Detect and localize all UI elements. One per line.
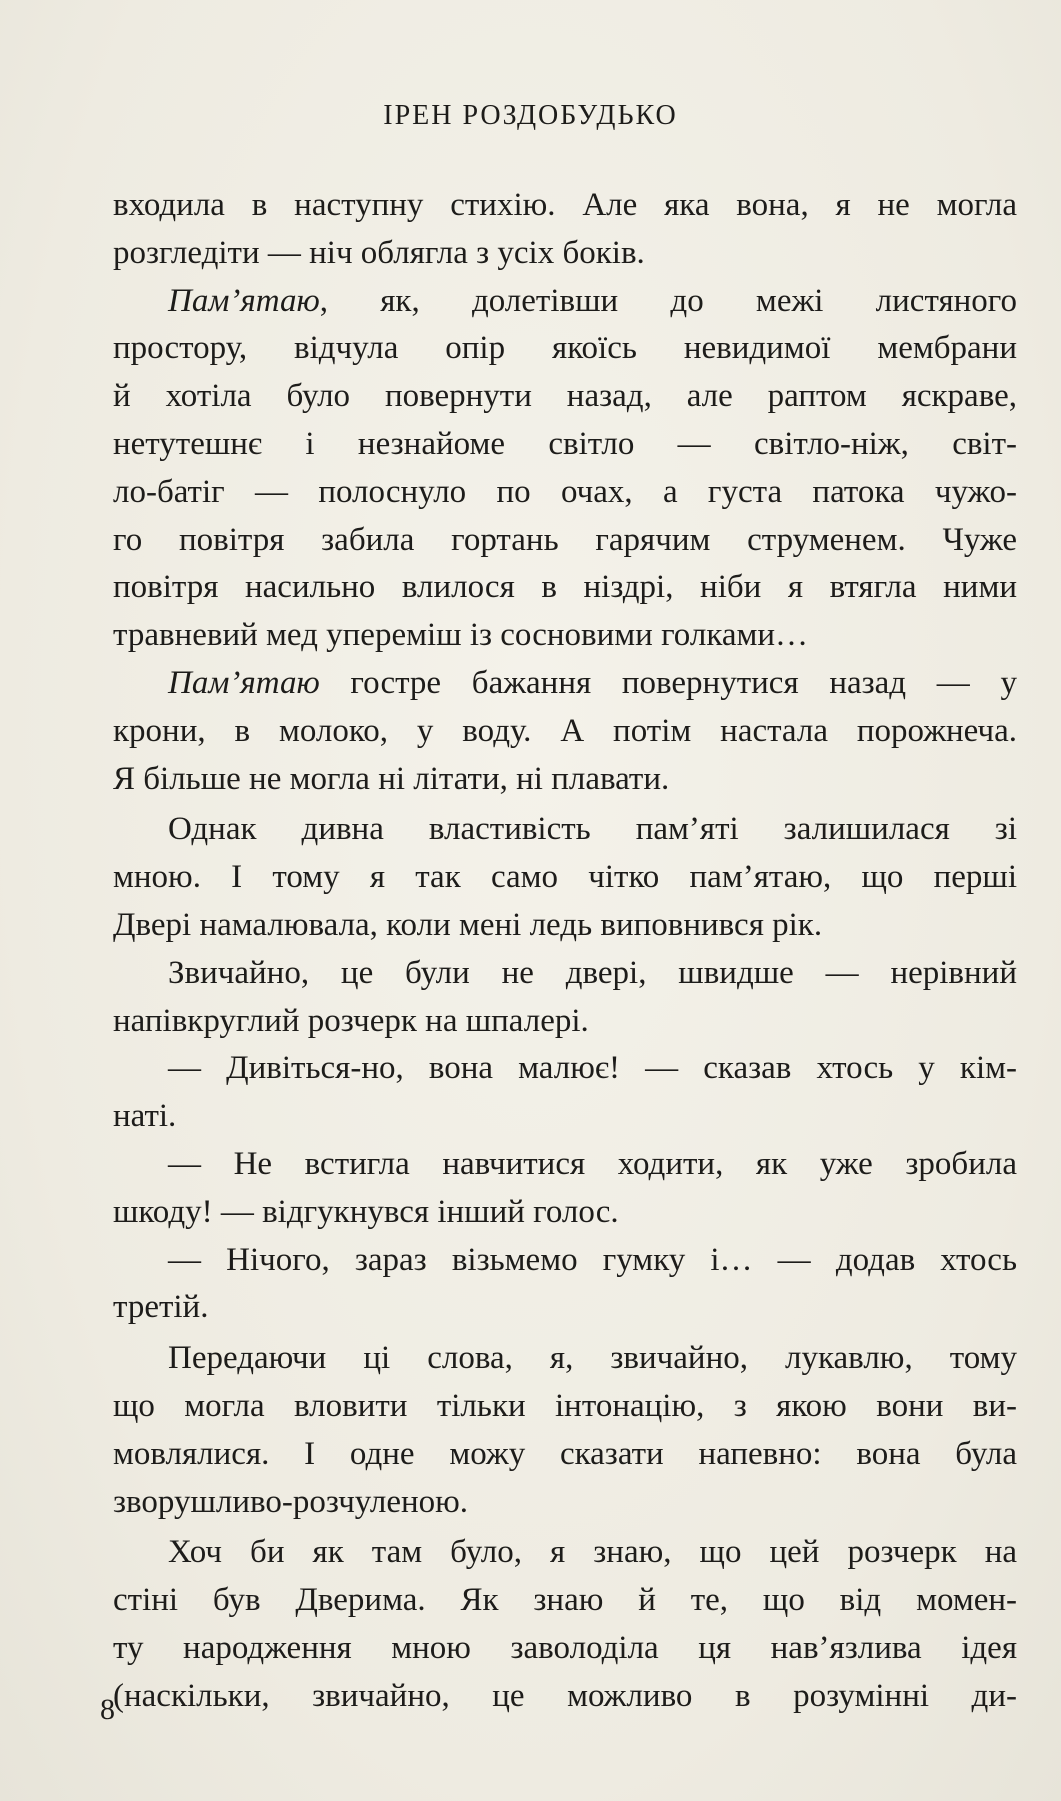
text-line: що могла вловити тільки інтонацію, з якою вони ви- [113,1387,1017,1424]
text-line: — Дивіться-но, вона малює! — сказав хтось у кім- [168,1050,1017,1087]
text-line: напівкруглий розчерк на шпалері. [113,1002,589,1039]
text-line: мовлялися. І одне можу сказати напевно: вона була [113,1435,1017,1472]
text-line: ту народження мною заволоділа ця нав’язлива ідея [113,1629,1017,1666]
text-line: повітря насильно влилося в ніздрі, ніби я втягла ними [113,569,1017,606]
text-line: третій. [113,1289,209,1326]
text-line: й хотіла було повернути назад, але раптом яскраве, [113,378,1017,415]
text-line: крони, в молоко, у воду. А потім настала порожнеча. [113,712,1017,749]
text-line: шкоду! — відгукнувся інший голос. [113,1193,619,1230]
text-line: нетутешнє і незнайоме світло — світло-ніж, світ- [113,425,1017,462]
text-line: розгледіти — ніч облягла з усіх боків. [113,234,645,271]
text-line: Я більше не могла ні літати, ні плавати. [113,760,670,797]
text-line: — Нічого, зараз візьмемо гумку і… — додав хтось [168,1241,1017,1278]
text-line: мною. І тому я так само чітко пам’ятаю, що перші [113,859,1017,896]
text-line: стіні був Дверима. Як знаю й те, що від момен- [113,1582,1017,1619]
text-line: простору, відчула опір якоїсь невидимої мембрани [113,330,1017,367]
body-text [113,182,1017,1721]
text-line: го повітря забила гортань гарячим струменем. Чуже [113,521,1017,558]
text-line: — Не встигла навчитися ходити, як уже зробила [168,1145,1017,1182]
emphasis: Пам’ятаю [168,282,320,319]
text-line: травневий мед упереміш із сосновими голками… [113,617,809,654]
text-line: зворушливо-розчуленою. [113,1483,469,1520]
text-line: наті. [113,1098,177,1135]
text-line: Однак дивна властивість пам’яті залишилася зі [168,811,1017,848]
emphasis: Пам’ятаю [168,664,320,701]
text-line: (наскільки, звичайно, це можливо в розумінні ди- [113,1677,1017,1714]
text-line: Пам’ятаю, як, долетівши до межі листяного [168,282,1017,319]
text-line: Хоч би як там було, я знаю, що цей розчерк на [168,1534,1017,1571]
text-line: ло-батіг — полоснуло по очах, а густа патока чужо- [113,473,1017,510]
page-number: 8 [100,1693,115,1726]
text-line: Звичайно, це були не двері, швидше — нерівний [168,954,1017,991]
text-line: Двері намалювала, коли мені ледь виповнився рік. [113,906,823,943]
text-line: Пам’ятаю гостре бажання повернутися назад — у [168,664,1017,701]
text-line: входила в наступну стихію. Але яка вона, я не могла [113,187,1017,223]
running-head: ІРЕН РОЗДОБУДЬКО [383,100,678,131]
text-line: Передаючи ці слова, я, звичайно, лукавлю, тому [168,1340,1017,1377]
